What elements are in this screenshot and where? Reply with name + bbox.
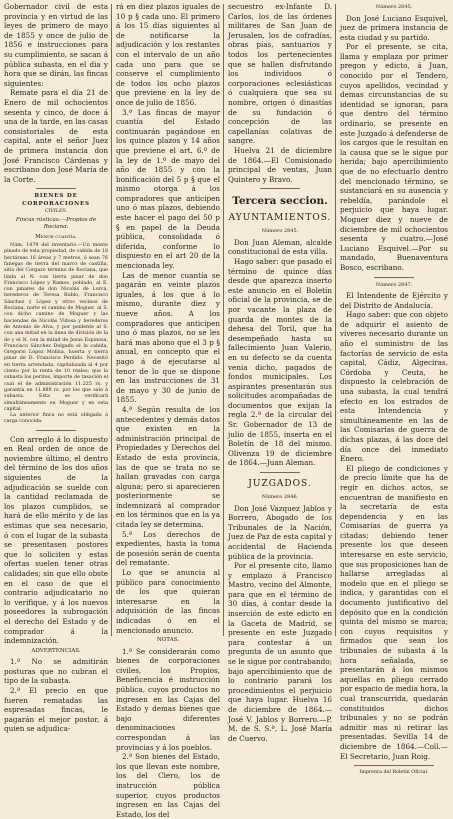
divider [354, 765, 434, 766]
pliego-notice: El pliego de condiciones y de precio límite que ha de regir en dichos actos, se encuentran de manifiesto en la secretaría de esta dependencia y en las Comisarías de guerra ya citadas; debiendo tener presente los que deseen interesarse en este servicio, que sus proposiciones han de hallarse arregladas al modelo que en el pliego se indica, y garantidas con el documento justificativo del depósito que en la condición quinta del mismo se marca; con cuyos requisitos y firmados que sean los tribunales de subasta á la hora señalada, se presentarán á los mismos aquellas en pliego cerrado por espacio de media hora, la cual transcurrida, quedarán constituidos dichos tribunales y no se podrán admitir mas ni retirar las presentadas. Sevilla 14 de diciembre de 1864.—Coll.—El Secretario, Juan Roig. [340, 463, 448, 761]
plazos-paragraph: rá en diez plazos iguales de 10 p § cada uno. El primero á los 15 días siguientes al de notificarse la adjudicación y los restantes con el intervalo de un año cada uno para que se conserve el cumplimiento de todos los ocho plazos que previene en la ley de once de julio de 1856. [116, 2, 220, 107]
section-title: Tercera seccion. [232, 195, 328, 208]
divider [36, 188, 76, 189]
auction-date: Remate para el dia 21 de Enero de mil ochocientos sesenta y cinco, de doce á una de la tarde, en las casas consistoriales de esta capital, ante el señor Juez de primera instancia don José Francisco Cárdenas y escribano don José María de la Corte. [4, 88, 108, 184]
anuncio-paragraph: Lo que se anuncia al público para conocimiento de los que quieran interesarse en la adquisición de las fincas indicadas ó en el mencionado anuncio. [116, 568, 220, 635]
section-header: BIENES DE CORPORACIONES [22, 193, 90, 207]
alcalde-intro: Don Juan Aleman, alcalde constitucional de esta villa. [228, 237, 332, 257]
real-orden-paragraph: Con arreglo á lo dispuesto en Real orden de once de noviembre último, el dentro del término de los dos años siguientes de la adjudicación se suelde con la cantidad reclamada de los plazos cumplidos, se hará de ello mérito y de las estimas que sea necesario, ó con el lugar de la subasta se presentasen postores que lo soliciten y estas ofertas suelen tener otras calidades; sin que ello obste en el caso de que el contrario adjudicatario no lo verifique, y á los nuevos poseedores la subrogación el derecho del Estado y de comprador á la indemnización. [4, 434, 108, 646]
nota-2: 2.ª Son bienes del Estado, los que llevan este nombre, los del Clero, los de instrucción pública superior, cuyos productos ingresen en las Cajas del Estado, los del [116, 752, 220, 819]
notas-heading: NOTAS. [156, 637, 180, 644]
ayuntamientos-heading: AYUNTAMIENTOS. [228, 213, 332, 224]
column-1 [4, 2, 108, 734]
carga-note: La anterior finca no está obligada á carga conocida. [4, 413, 108, 425]
column-rule [111, 4, 112, 636]
divider [374, 277, 414, 278]
menor-cuantia-paragraph: Las de menor cuantía se pagarán en veinte plazos iguales, á los que á lo mismo, durante diez y nueve años. A los compradores que anticipen uno ó mas plazos, no se les hará mas abono que el 3 p § anual, en concepto que el pago á de ejecutarse al tenor de lo que se dispone en las instrucciones de 31 de mayo y 30 de junio de 1855. [116, 270, 220, 405]
column-4 [340, 2, 448, 776]
auction-intro: Gobernador civil de esta provincia y en virtud de las leyes de primero de mayo de 1855 y once de julio de 1856 e instrucciones para su cumplimiento, se sacan á pública subasta, en el dia y hora que se dirán, las fincas siguientes: [4, 2, 108, 88]
intendente-intro: El Intendente de Ejército y del Distrito de Andalucía. [340, 291, 448, 310]
notice-number: Número 2846. [261, 494, 299, 501]
guarda-notice: Hago saber: que pasado el término de quince días desde que aparezca inserto este anuncio en el Boletín oficial de la provincia, se de por vacante la plaza de guarda de montes de la dehesa del Toril, que ha desempeñado hasta su fallecimiento Juan Valerio, en su defecto se da cuenta venia dicho, pagados de fondos municipales. Los aspirantes presentarán sus solicitudes acompañadas de documentos que exijan la regla 2.ª de la circular del Sr. Gobernador de 13 de julio de 1855, inserta en el Boletín de 18 del mismo. Olivenza 19 de diciembre de 1864.—Juan Aleman. [228, 256, 332, 468]
viveres-notice: Hago saber: que con objeto de adquirir el asiento de víveres necesario durante un año el suministro de las factorías de servicio de esta capital, Cádiz, Algeciras, Córdoba y Ceuta, he dispuesto la celebración de una subasta, la cual tendrá efecto en los estrados de esta Intendencia y simultáneamente en las de las Comisarías de guerra de dichas plazas, á las doce del día once del inmediato Enero. [340, 310, 448, 464]
advertencia-3: 3.ª Las fincas de mayor cuantía del Estado continuarán pagándose en los quince plazos y 14 años que previene el art. 6.º de la ley de 1.º de mayo del año de 1855 y con la bonificación del 5 p § que el mismo otorga á los compradores que anticipen uno ó mas plazos, debiendo este hacer el pago del 50 p § en papel de la Deuda pública, consolidada ó diferida, conforme lo dispuesto en el art 20 de la mencionada ley. [116, 107, 220, 271]
pregon-notice: Por el presente, se cita, llama y emplaza por primer pregon y edicto, á Juan, conocido por el Tendero, cuyos apellidos, vecindad y demas circunstancias de su identidad se ignoran, para que dentro del término ordinario, se presente en este Juzgado á defenderse de los cargos que le resultan en la causa que se le sigue por herida; bajo apercibimiento que de no efectuarlo dentro del mencionado término, se sustanciará en su ausencia y rebeldía, parándole el perjuicio que haya lugar. Moguer diez y nueve de diciembre de mil ochocientos sesenta y cuatro.—José Luciano Esquivel.—Por su mandado, Buenaventura Bosco, escribano. [340, 42, 448, 272]
column-rule [335, 4, 336, 636]
nota-1: 1.ª Se considerarán como bienes de corporaciones civiles, los Propios, Beneficencia é instrucción pública, cuyos productos no ingresen en las Cajas del Estado y demas bienes que bajo diferentes denominaciones correspondan á las provincias y á los pueblos. [116, 646, 220, 752]
advertencia-4: 4.ª Según resulta de los antecedentes y demás datos que existen en la administración principal de Propiedades y Derechos del Estado de esta provincia, las de que se trata no se hallan gravadas con carga alguna; pero si aparecieren posteriormente se indemnizará al comprador en los términos que en la ya citada ley se determina. [116, 404, 220, 530]
cuantia-heading: Menor cuantía. [35, 233, 77, 240]
inventory-entry: Núm. 1479 del inventario.—Un monte pinado de esta propiedad, de cabida de 18 hectáreas 16 áreas y 7 metros, ó sean 76 fanegas de tierra del marco de castilla, sitio del Corgazo término de Rociana, que linda al N. con tierra pinar de don Francisco López y Ramos, poblado, al E. con pinares de don Nicolás de Lorca, herederos de Teresa Rubio, Francisco Sánchez y López y otros vecinos de Rociana, norte el camino de Moguer, al S. con dicho camino de Moguer y las haciendas de Nicolás Vidosa y herederos de Antonio de Alva, y por ponlente al S. con una mitad en la línea de división de la de y el N. con la mitad de Jesus Espinosa, Francisco Sánchez Delgado el la cabida, Gregorio López Molina, huerta y tierra pinar de D. Francisco Perdido. Necesitó en tierra arrendada, capitalizada al 4 por ciento por la renta de 10 reales; que la subasta los peritos, importe de tasación el cual el de administración 11.225 rs. y garantía en 11.889 rs. por los que sale á subasta. Esta se verificará simultáneamente en Moguer y en esta capital. [4, 243, 108, 412]
divider [260, 188, 300, 189]
imprenta-footer: Imprenta del Boletín Oficial. [359, 770, 429, 776]
advertencia-1: 1.ª No se admitirán posturas que no cubran el tipo de la subasta. [4, 657, 108, 686]
advertencia-5: 5.ª Los derechos de expedientes, hasta la toma de posesión serán de cuenta del rematante. [116, 529, 220, 568]
secuestro-paragraph: secuestro ex-Infante D. Carlos, los de las órdenes militares de San Juan de Jerusalen, los de cofradías, obras pías, santuarios y todos los pertenecientes que se hallen disfrutando los individuos ó corporaciones eclesiásticas ó cualquiera que sea su nombre, origen ó dinastías de su fundación ó concepción de las capellanías colativas de sangre. [228, 2, 332, 146]
juzgados-heading: JUZGADOS. [248, 479, 312, 490]
column-3 [228, 2, 332, 743]
advertencias-heading: ADVERTENCIAS. [31, 647, 81, 654]
notice-number: Número 2847. [375, 281, 413, 288]
section-subheader: CIVILES. [44, 209, 68, 215]
notice-number: Número 2845. [375, 4, 413, 10]
notice-number: Número 2845. [261, 228, 299, 235]
divider [260, 472, 300, 473]
fincas-heading: Fincas rústicas.—Propios de Rociana. [15, 216, 97, 231]
column-rule [223, 4, 224, 636]
huelva-signature: Huelva 21 de diciembre de 1864.—El Comisionado principal de ventas, Juan Quintero y Bravo. [228, 145, 332, 184]
advertencia-2: 2.ª El precio en que fueren rematadas las espresadas fincas, le pagarán el mejor postor, á quien se adjudica- [4, 686, 108, 734]
emplazamiento-notice: Por el presente cito, llamo y emplazo á Francisco Mastro, vecino del Almonte, para que en el término de 30 días, á contar desde la inserción de este edicto en la Gaceta de Madrid, se presente en este Juzgado para contestar á un pregunta de un asunto que se le sigue por contrabando; bajo apercibimiento que de lo contrario parará los procedimientos el perjuicio que haya lugar. Huelva 16 de diciembre de 1864.—José V. Jablos y Borrero.—P. M. de S. S.ª, L. José María de Cuervo. [228, 561, 332, 743]
column-2 [116, 2, 220, 819]
juez-intro: Don José Vazquez Jablos y Borrero, Abogado de los Tribunales de la Nación, Juez de Paz de esta capital y accidental de Hacienda pública de la provincia. [228, 503, 332, 561]
juez-esquivel-intro: Don José Luciano Esquivel, juez de primera instancia de esta ciudad y su partido. [340, 13, 448, 42]
divider [36, 430, 76, 431]
